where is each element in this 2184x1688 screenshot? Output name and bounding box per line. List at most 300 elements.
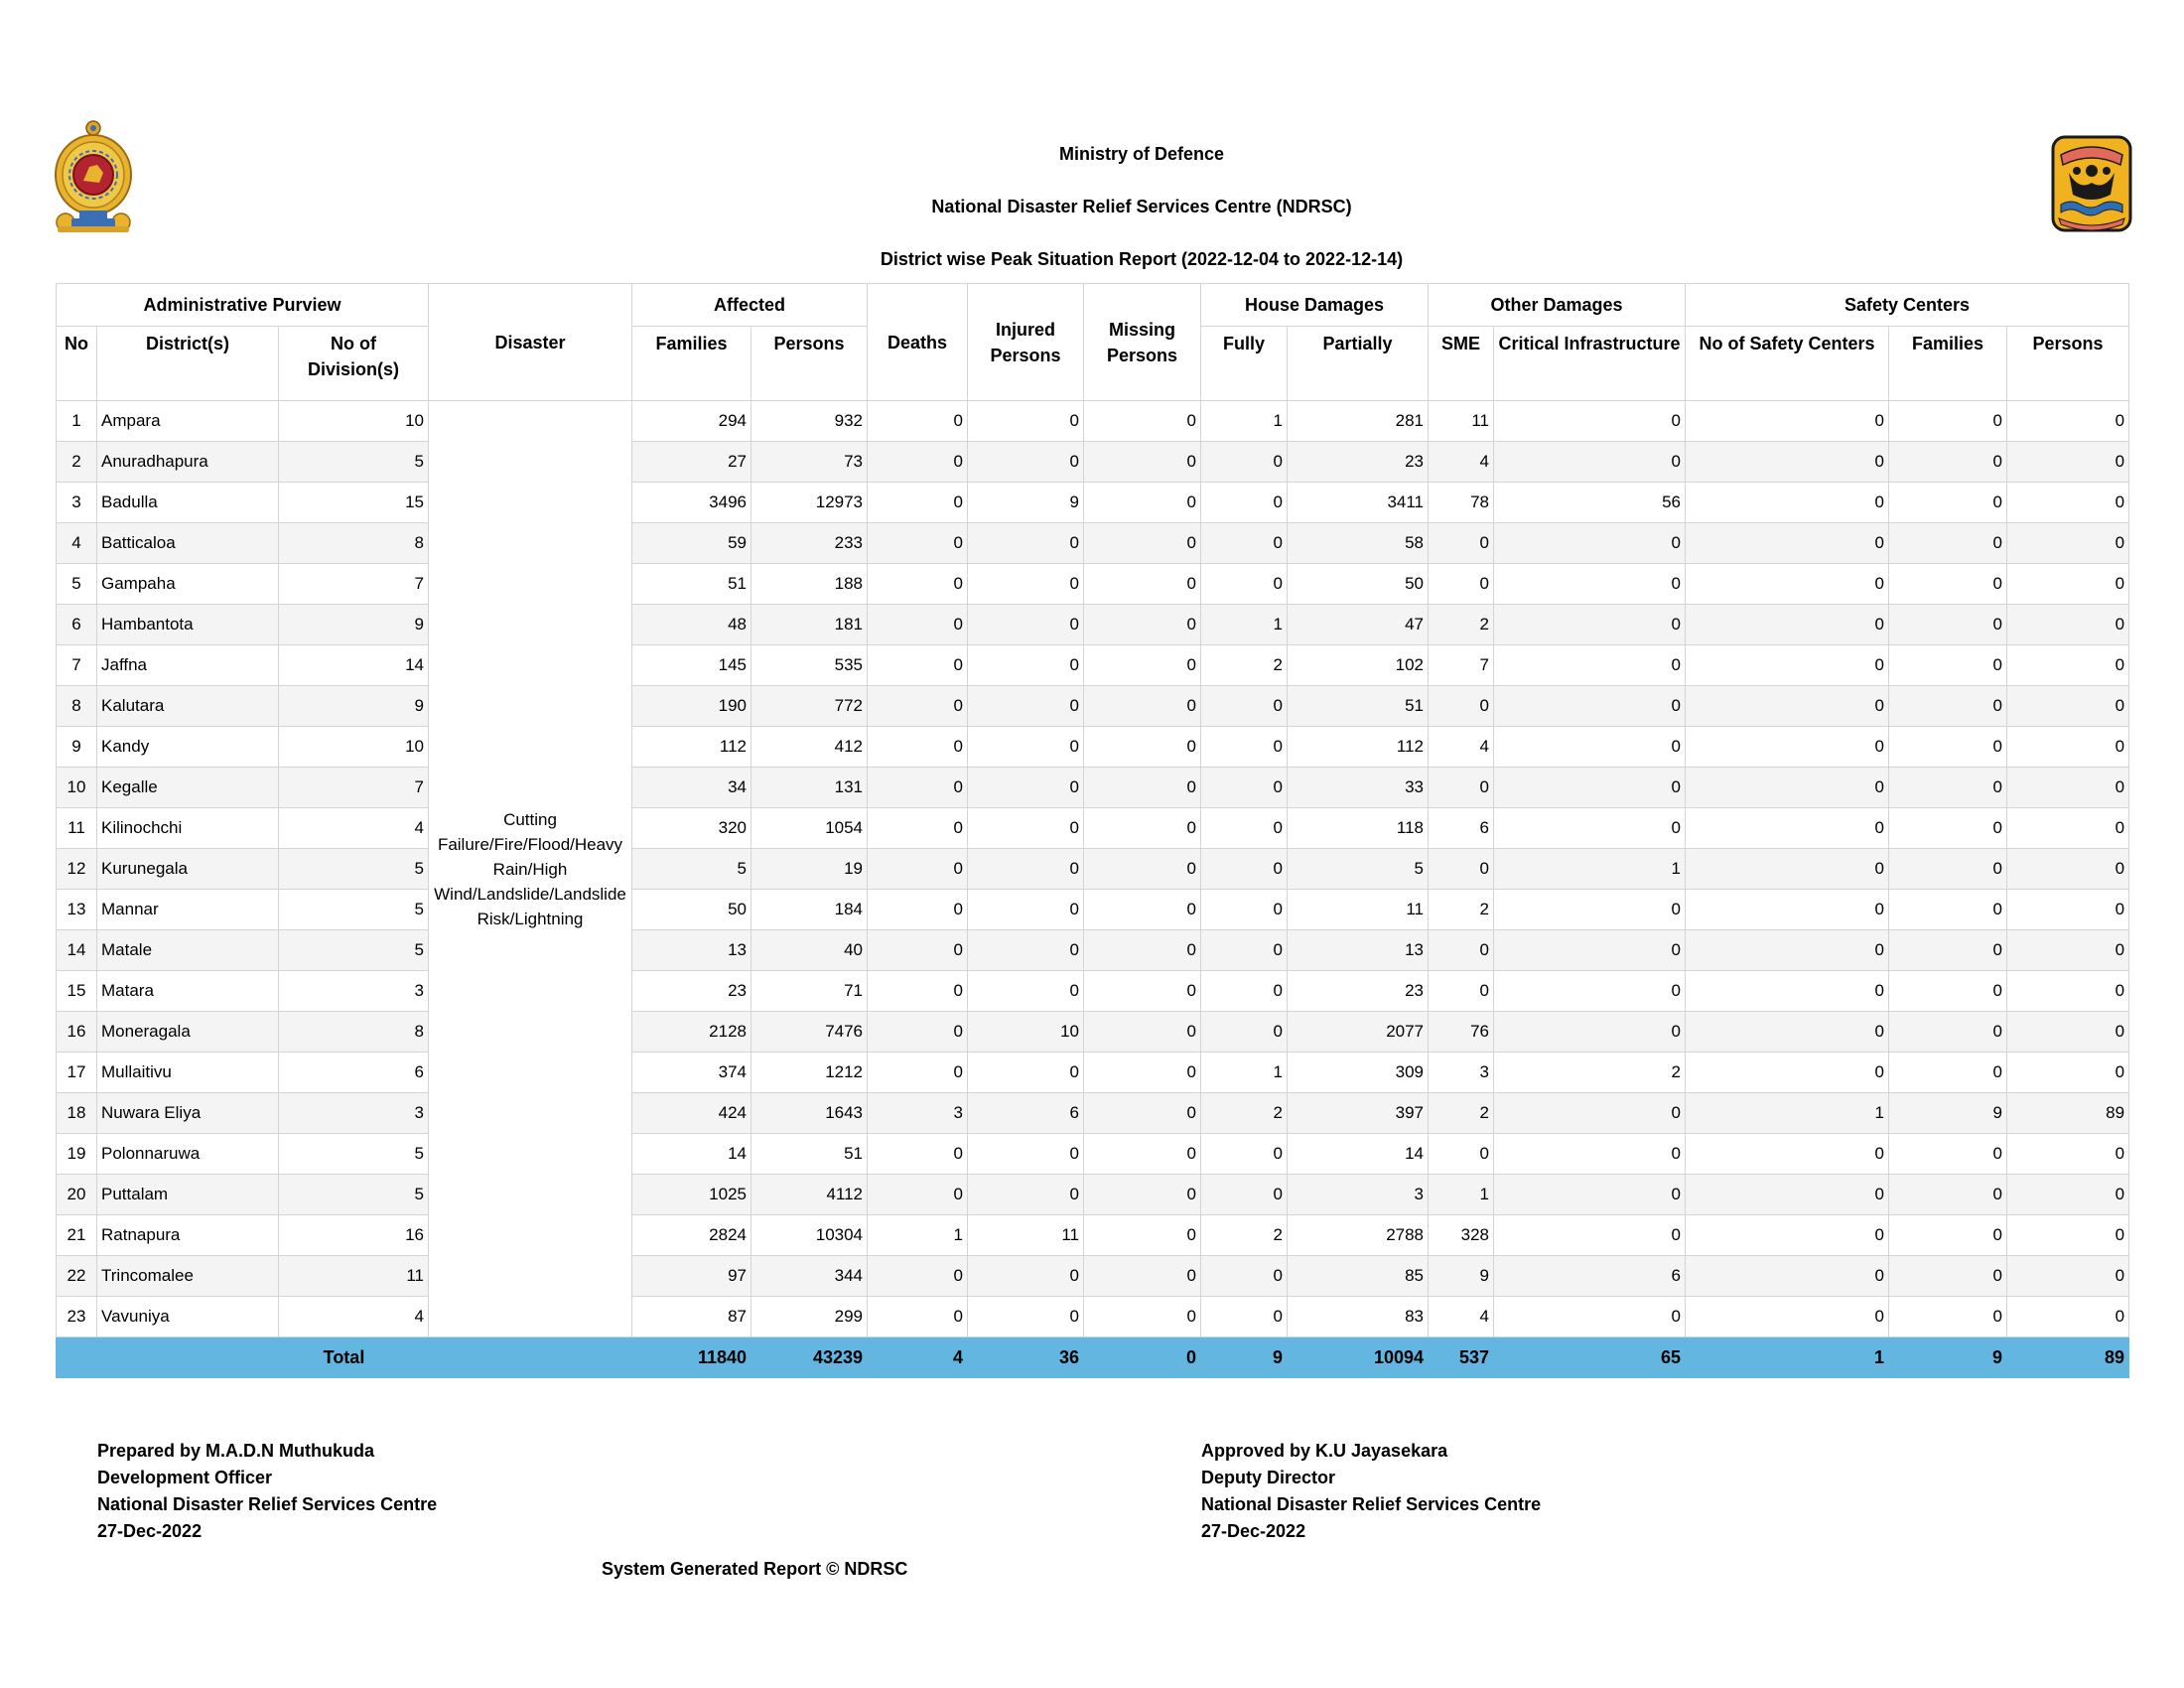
persons-affected: 932 — [751, 401, 868, 442]
critical-infrastructure: 1 — [1494, 849, 1686, 890]
safety-centers: 1 — [1686, 1093, 1889, 1134]
ministry-title: Ministry of Defence — [1058, 144, 1225, 164]
houses-partially: 112 — [1288, 727, 1429, 768]
sc-persons: 0 — [2007, 401, 2129, 442]
centre-title: National Disaster Relief Services Centre (NDRSC) — [931, 197, 1352, 216]
row-no: 17 — [57, 1053, 97, 1093]
injured: 9 — [968, 483, 1084, 523]
missing: 0 — [1084, 645, 1201, 686]
injured: 0 — [968, 1053, 1084, 1093]
sc-persons: 0 — [2007, 1175, 2129, 1215]
row-no: 20 — [57, 1175, 97, 1215]
deaths: 3 — [868, 1093, 968, 1134]
houses-fully: 0 — [1201, 442, 1288, 483]
safety-centers: 0 — [1686, 1175, 1889, 1215]
persons-affected: 131 — [751, 768, 868, 808]
no-header: No — [57, 327, 97, 401]
critical-infrastructure: 0 — [1494, 727, 1686, 768]
sc-persons: 0 — [2007, 1256, 2129, 1297]
houses-fully: 0 — [1201, 523, 1288, 564]
table-row — [57, 1093, 2129, 1134]
deaths: 0 — [868, 605, 968, 645]
sc-persons: 0 — [2007, 1012, 2129, 1053]
families-affected: 97 — [632, 1256, 751, 1297]
table-row — [57, 1053, 2129, 1093]
district-name: Mannar — [97, 890, 279, 930]
critical-infrastructure: 0 — [1494, 1175, 1686, 1215]
divisions-count: 5 — [279, 849, 429, 890]
sme-header: SME — [1429, 327, 1494, 401]
deaths: 0 — [868, 808, 968, 849]
total-row — [57, 1337, 2129, 1378]
safety-centers: 0 — [1686, 523, 1889, 564]
divisions-header: No of Division(s) — [279, 327, 429, 401]
sc-families: 0 — [1889, 442, 2007, 483]
deaths: 0 — [868, 768, 968, 808]
houses-fully: 0 — [1201, 1134, 1288, 1175]
table-row — [57, 1175, 2129, 1215]
safety-centers: 0 — [1686, 971, 1889, 1012]
critical-infrastructure: 56 — [1494, 483, 1686, 523]
prepared-by-org: National Disaster Relief Services Centre — [97, 1494, 438, 1514]
sc-families: 0 — [1889, 564, 2007, 605]
prepared-by-name: Prepared by M.A.D.N Muthukuda — [97, 1441, 375, 1461]
sme: 328 — [1429, 1215, 1494, 1256]
missing: 0 — [1084, 1134, 1201, 1175]
houses-fully: 0 — [1201, 1256, 1288, 1297]
injured: 0 — [968, 930, 1084, 971]
district-name: Jaffna — [97, 645, 279, 686]
houses-partially: 85 — [1288, 1256, 1429, 1297]
houses-partially: 397 — [1288, 1093, 1429, 1134]
injured: 0 — [968, 727, 1084, 768]
deaths: 0 — [868, 727, 968, 768]
sc-persons-header: Persons — [2007, 327, 2129, 401]
houses-partially: 83 — [1288, 1297, 1429, 1337]
persons-affected: 19 — [751, 849, 868, 890]
persons-header: Persons — [751, 327, 868, 401]
table-row — [57, 483, 2129, 523]
safety-centers: 0 — [1686, 1256, 1889, 1297]
missing: 0 — [1084, 523, 1201, 564]
injured: 0 — [968, 768, 1084, 808]
persons-affected: 1212 — [751, 1053, 868, 1093]
sme: 2 — [1429, 605, 1494, 645]
missing: 0 — [1084, 808, 1201, 849]
persons-affected: 1643 — [751, 1093, 868, 1134]
deaths: 0 — [868, 564, 968, 605]
families-affected: 48 — [632, 605, 751, 645]
houses-partially: 58 — [1288, 523, 1429, 564]
persons-affected: 7476 — [751, 1012, 868, 1053]
houses-partially: 51 — [1288, 686, 1429, 727]
deaths: 0 — [868, 401, 968, 442]
sc-families: 0 — [1889, 808, 2007, 849]
injured: 0 — [968, 1256, 1084, 1297]
sc-persons: 0 — [2007, 849, 2129, 890]
footer-note: System Generated Report © NDRSC — [602, 1559, 908, 1579]
row-no: 5 — [57, 564, 97, 605]
injured: 0 — [968, 605, 1084, 645]
safety-centers: 0 — [1686, 645, 1889, 686]
approved-by-org: National Disaster Relief Services Centre — [1201, 1494, 1542, 1514]
houses-fully: 0 — [1201, 1012, 1288, 1053]
houses-partially: 47 — [1288, 605, 1429, 645]
critical-infrastructure: 0 — [1494, 1215, 1686, 1256]
safety-centers: 0 — [1686, 686, 1889, 727]
sc-families: 0 — [1889, 645, 2007, 686]
row-no: 11 — [57, 808, 97, 849]
houses-fully: 0 — [1201, 808, 1288, 849]
families-affected: 2824 — [632, 1215, 751, 1256]
sme: 0 — [1429, 768, 1494, 808]
deaths: 0 — [868, 442, 968, 483]
other-damages-header: Other Damages — [1429, 284, 1686, 327]
approved-by-title: Deputy Director — [1201, 1468, 1336, 1487]
persons-affected: 12973 — [751, 483, 868, 523]
missing: 0 — [1084, 1093, 1201, 1134]
families-affected: 50 — [632, 890, 751, 930]
deaths: 0 — [868, 483, 968, 523]
row-no: 16 — [57, 1012, 97, 1053]
table-row — [57, 564, 2129, 605]
critical-infrastructure: 0 — [1494, 768, 1686, 808]
injured: 0 — [968, 564, 1084, 605]
row-no: 22 — [57, 1256, 97, 1297]
district-name: Batticaloa — [97, 523, 279, 564]
total-injured: 36 — [968, 1337, 1084, 1378]
sc-persons: 0 — [2007, 523, 2129, 564]
deaths: 0 — [868, 849, 968, 890]
total-sc-families: 9 — [1889, 1337, 2007, 1378]
missing: 0 — [1084, 401, 1201, 442]
prepared-by-date: 27-Dec-2022 — [97, 1521, 203, 1541]
critical-infrastructure: 0 — [1494, 971, 1686, 1012]
critical-infrastructure: 0 — [1494, 645, 1686, 686]
row-no: 18 — [57, 1093, 97, 1134]
persons-affected: 188 — [751, 564, 868, 605]
sme: 7 — [1429, 645, 1494, 686]
total-missing: 0 — [1084, 1337, 1201, 1378]
injured: 0 — [968, 1297, 1084, 1337]
table-row — [57, 1012, 2129, 1053]
table-row — [57, 645, 2129, 686]
houses-partially: 50 — [1288, 564, 1429, 605]
houses-fully: 0 — [1201, 1175, 1288, 1215]
houses-fully: 0 — [1201, 483, 1288, 523]
district-name: Vavuniya — [97, 1297, 279, 1337]
divisions-count: 11 — [279, 1256, 429, 1297]
houses-fully: 2 — [1201, 645, 1288, 686]
injured: 0 — [968, 442, 1084, 483]
deaths-header: Deaths — [868, 284, 968, 401]
critical-infrastructure: 0 — [1494, 401, 1686, 442]
divisions-count: 14 — [279, 645, 429, 686]
houses-fully: 0 — [1201, 564, 1288, 605]
table-row — [57, 768, 2129, 808]
injured: 0 — [968, 401, 1084, 442]
missing: 0 — [1084, 1256, 1201, 1297]
district-name: Trincomalee — [97, 1256, 279, 1297]
sc-families: 0 — [1889, 768, 2007, 808]
disaster-header: Disaster — [429, 284, 632, 401]
houses-fully: 0 — [1201, 686, 1288, 727]
table-row — [57, 971, 2129, 1012]
divisions-count: 7 — [279, 768, 429, 808]
sme: 0 — [1429, 686, 1494, 727]
divisions-count: 5 — [279, 1175, 429, 1215]
table-row — [57, 930, 2129, 971]
total-fully: 9 — [1201, 1337, 1288, 1378]
table-row — [57, 1215, 2129, 1256]
sme: 3 — [1429, 1053, 1494, 1093]
deaths: 0 — [868, 1297, 968, 1337]
persons-affected: 412 — [751, 727, 868, 768]
divisions-count: 4 — [279, 1297, 429, 1337]
district-name: Kalutara — [97, 686, 279, 727]
table-row — [57, 1297, 2129, 1337]
families-affected: 145 — [632, 645, 751, 686]
total-sc-persons: 89 — [2007, 1337, 2129, 1378]
sc-families: 0 — [1889, 1134, 2007, 1175]
district-name: Ampara — [97, 401, 279, 442]
table-row — [57, 1256, 2129, 1297]
sc-persons: 0 — [2007, 1215, 2129, 1256]
missing: 0 — [1084, 605, 1201, 645]
houses-partially: 2077 — [1288, 1012, 1429, 1053]
sc-persons: 0 — [2007, 605, 2129, 645]
district-name: Ratnapura — [97, 1215, 279, 1256]
injured: 0 — [968, 890, 1084, 930]
safety-centers: 0 — [1686, 483, 1889, 523]
families-affected: 190 — [632, 686, 751, 727]
safety-centers: 0 — [1686, 1134, 1889, 1175]
district-name: Kurunegala — [97, 849, 279, 890]
district-name: Moneragala — [97, 1012, 279, 1053]
district-name: Anuradhapura — [97, 442, 279, 483]
row-no: 8 — [57, 686, 97, 727]
families-affected: 51 — [632, 564, 751, 605]
critical-infrastructure: 0 — [1494, 1093, 1686, 1134]
row-no: 23 — [57, 1297, 97, 1337]
injured: 0 — [968, 808, 1084, 849]
sc-families: 0 — [1889, 605, 2007, 645]
houses-partially: 11 — [1288, 890, 1429, 930]
missing: 0 — [1084, 1297, 1201, 1337]
houses-partially: 33 — [1288, 768, 1429, 808]
affected-header: Affected — [632, 284, 868, 327]
sc-families-header: Families — [1889, 327, 2007, 401]
sc-persons: 0 — [2007, 1053, 2129, 1093]
sc-persons: 0 — [2007, 686, 2129, 727]
row-no: 2 — [57, 442, 97, 483]
critical-header: Critical Infrastructure — [1494, 327, 1686, 401]
families-affected: 23 — [632, 971, 751, 1012]
table-row — [57, 808, 2129, 849]
critical-infrastructure: 6 — [1494, 1256, 1686, 1297]
sme: 11 — [1429, 401, 1494, 442]
houses-partially: 23 — [1288, 971, 1429, 1012]
divisions-count: 10 — [279, 401, 429, 442]
persons-affected: 73 — [751, 442, 868, 483]
sme: 0 — [1429, 564, 1494, 605]
deaths: 0 — [868, 645, 968, 686]
houses-fully: 0 — [1201, 890, 1288, 930]
district-name: Nuwara Eliya — [97, 1093, 279, 1134]
injured: 0 — [968, 523, 1084, 564]
row-no: 14 — [57, 930, 97, 971]
safety-centers-header: Safety Centers — [1686, 284, 2129, 327]
total-families: 11840 — [632, 1337, 751, 1378]
district-header: District(s) — [97, 327, 279, 401]
table-row — [57, 605, 2129, 645]
houses-fully: 0 — [1201, 1297, 1288, 1337]
row-no: 13 — [57, 890, 97, 930]
sme: 0 — [1429, 971, 1494, 1012]
missing: 0 — [1084, 971, 1201, 1012]
house-damages-header: House Damages — [1201, 284, 1429, 327]
families-affected: 87 — [632, 1297, 751, 1337]
sc-families: 0 — [1889, 523, 2007, 564]
persons-affected: 40 — [751, 930, 868, 971]
row-no: 10 — [57, 768, 97, 808]
injured: 0 — [968, 645, 1084, 686]
sc-families: 0 — [1889, 483, 2007, 523]
houses-partially: 102 — [1288, 645, 1429, 686]
divisions-count: 5 — [279, 930, 429, 971]
families-affected: 2128 — [632, 1012, 751, 1053]
houses-partially: 13 — [1288, 930, 1429, 971]
families-affected: 294 — [632, 401, 751, 442]
divisions-count: 5 — [279, 1134, 429, 1175]
injured-header: Injured Persons — [968, 284, 1084, 401]
row-no: 21 — [57, 1215, 97, 1256]
missing: 0 — [1084, 1012, 1201, 1053]
divisions-count: 5 — [279, 442, 429, 483]
houses-partially: 281 — [1288, 401, 1429, 442]
houses-fully: 1 — [1201, 1053, 1288, 1093]
sme: 0 — [1429, 849, 1494, 890]
divisions-count: 15 — [279, 483, 429, 523]
deaths: 0 — [868, 1012, 968, 1053]
deaths: 0 — [868, 523, 968, 564]
sc-families: 0 — [1889, 727, 2007, 768]
sme: 6 — [1429, 808, 1494, 849]
safety-centers: 0 — [1686, 564, 1889, 605]
houses-partially: 3411 — [1288, 483, 1429, 523]
safety-centers: 0 — [1686, 442, 1889, 483]
critical-infrastructure: 0 — [1494, 930, 1686, 971]
houses-fully: 0 — [1201, 849, 1288, 890]
families-header: Families — [632, 327, 751, 401]
persons-affected: 299 — [751, 1297, 868, 1337]
families-affected: 1025 — [632, 1175, 751, 1215]
sc-persons: 89 — [2007, 1093, 2129, 1134]
deaths: 0 — [868, 890, 968, 930]
houses-fully: 0 — [1201, 971, 1288, 1012]
row-no: 12 — [57, 849, 97, 890]
injured: 0 — [968, 1175, 1084, 1215]
divisions-count: 10 — [279, 727, 429, 768]
missing: 0 — [1084, 483, 1201, 523]
report-title: District wise Peak Situation Report (2022-12-04 to 2022-12-14) — [880, 249, 1404, 269]
sc-persons: 0 — [2007, 890, 2129, 930]
houses-partially: 14 — [1288, 1134, 1429, 1175]
prepared-by-block — [97, 1438, 437, 1545]
families-affected: 424 — [632, 1093, 751, 1134]
families-affected: 5 — [632, 849, 751, 890]
sc-families: 0 — [1889, 1053, 2007, 1093]
sc-persons: 0 — [2007, 1134, 2129, 1175]
safety-centers: 0 — [1686, 605, 1889, 645]
safety-centers: 0 — [1686, 930, 1889, 971]
deaths: 0 — [868, 686, 968, 727]
missing: 0 — [1084, 768, 1201, 808]
sc-persons: 0 — [2007, 564, 2129, 605]
district-name: Badulla — [97, 483, 279, 523]
sri-lanka-emblem-icon — [52, 119, 135, 234]
sc-persons: 0 — [2007, 971, 2129, 1012]
deaths: 0 — [868, 1053, 968, 1093]
district-name: Puttalam — [97, 1175, 279, 1215]
sc-families: 0 — [1889, 1297, 2007, 1337]
families-affected: 59 — [632, 523, 751, 564]
houses-fully: 1 — [1201, 605, 1288, 645]
missing: 0 — [1084, 727, 1201, 768]
row-no: 9 — [57, 727, 97, 768]
approved-by-block — [1201, 1438, 1541, 1545]
safety-centers: 0 — [1686, 401, 1889, 442]
district-name: Kegalle — [97, 768, 279, 808]
missing-header: Missing Persons — [1084, 284, 1201, 401]
deaths: 0 — [868, 1256, 968, 1297]
critical-infrastructure: 0 — [1494, 808, 1686, 849]
sme: 76 — [1429, 1012, 1494, 1053]
total-critical: 65 — [1494, 1337, 1686, 1378]
row-no: 15 — [57, 971, 97, 1012]
persons-affected: 772 — [751, 686, 868, 727]
sc-persons: 0 — [2007, 1297, 2129, 1337]
houses-fully: 0 — [1201, 768, 1288, 808]
sc-persons: 0 — [2007, 442, 2129, 483]
table-row — [57, 401, 2129, 442]
sme: 78 — [1429, 483, 1494, 523]
district-name: Matale — [97, 930, 279, 971]
divisions-count: 3 — [279, 1093, 429, 1134]
sc-persons: 0 — [2007, 645, 2129, 686]
total-sme: 537 — [1429, 1337, 1494, 1378]
safety-centers: 0 — [1686, 1215, 1889, 1256]
safety-centers: 0 — [1686, 1053, 1889, 1093]
table-row — [57, 849, 2129, 890]
houses-partially: 309 — [1288, 1053, 1429, 1093]
deaths: 0 — [868, 1175, 968, 1215]
persons-affected: 51 — [751, 1134, 868, 1175]
district-name: Gampaha — [97, 564, 279, 605]
injured: 11 — [968, 1215, 1084, 1256]
families-affected: 13 — [632, 930, 751, 971]
sc-persons: 0 — [2007, 768, 2129, 808]
injured: 0 — [968, 686, 1084, 727]
table-row — [57, 686, 2129, 727]
sc-families: 0 — [1889, 930, 2007, 971]
sme: 0 — [1429, 523, 1494, 564]
sc-families: 9 — [1889, 1093, 2007, 1134]
houses-partially: 118 — [1288, 808, 1429, 849]
safety-centers: 0 — [1686, 849, 1889, 890]
total-partially: 10094 — [1288, 1337, 1429, 1378]
sc-families: 0 — [1889, 1012, 2007, 1053]
